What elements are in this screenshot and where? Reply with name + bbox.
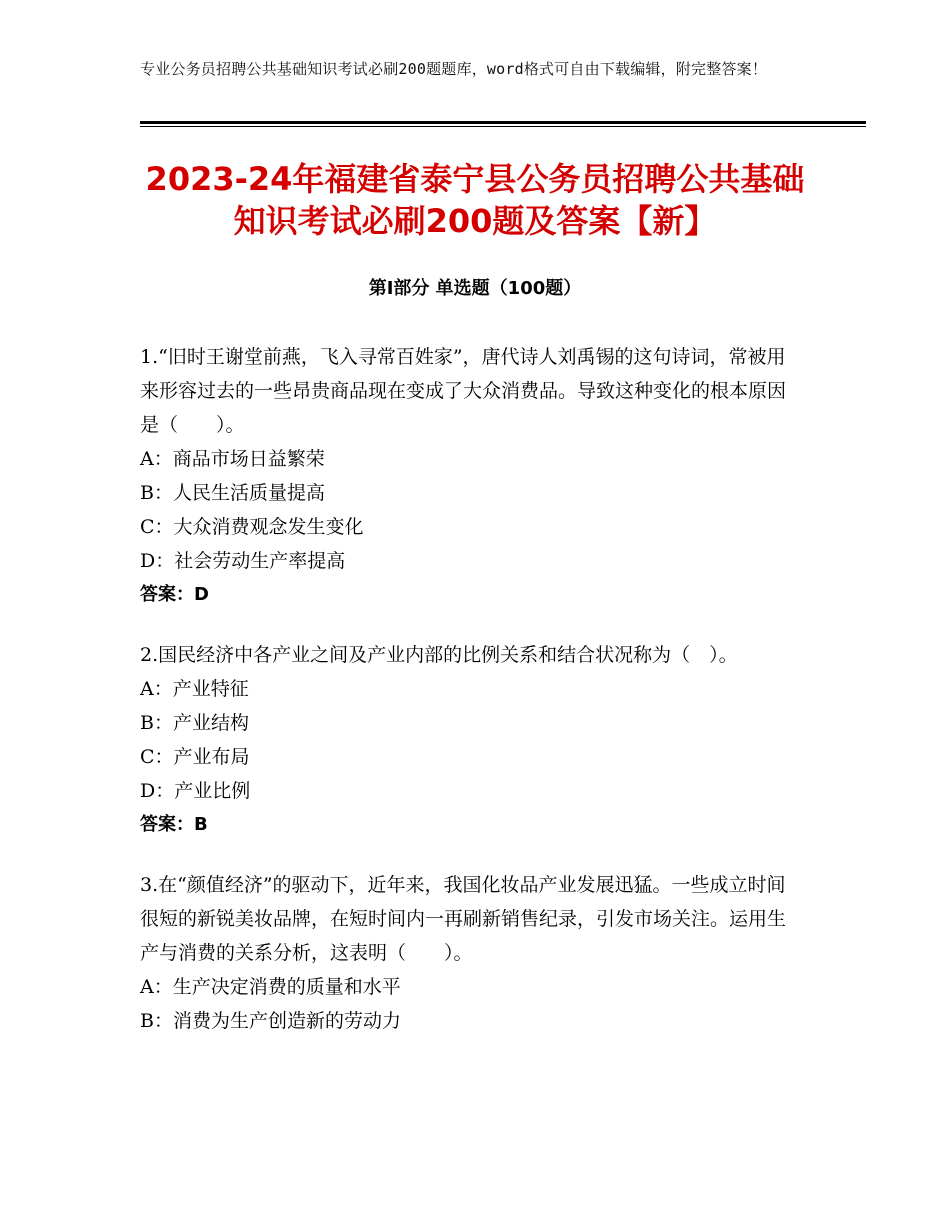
answer: 答案：D xyxy=(140,584,209,605)
document-title: 2023-24年福建省泰宁县公务员招聘公共基础知识考试必刷200题及答案【新】 xyxy=(145,160,805,240)
question-1 xyxy=(140,340,800,612)
option-a: A：生产决定消费的质量和水平 xyxy=(140,976,401,998)
option-d: D：社会劳动生产率提高 xyxy=(140,550,346,572)
question-stem: 2.国民经济中各产业之间及产业内部的比例关系和结合状况称为（ ）。 xyxy=(140,644,738,666)
option-d: D：产业比例 xyxy=(140,780,251,802)
header-rule-thick xyxy=(140,121,866,124)
option-c: C：大众消费观念发生变化 xyxy=(140,516,364,538)
question-stem: 1.“旧时王谢堂前燕，飞入寻常百姓家”，唐代诗人刘禹锡的这句诗词，常被用来形容过去的一些昂贵商品现在变成了大众消费品。导致这种变化的根本原因是（ ）。 xyxy=(140,346,787,436)
option-b: B：产业结构 xyxy=(140,712,249,734)
option-c: C：产业布局 xyxy=(140,746,250,768)
option-b: B：消费为生产创造新的劳动力 xyxy=(140,1010,401,1032)
option-b: B：人民生活质量提高 xyxy=(140,482,325,504)
question-list xyxy=(140,340,800,1064)
question-3 xyxy=(140,868,800,1038)
option-a: A：产业特征 xyxy=(140,678,249,700)
option-a: A：商品市场日益繁荣 xyxy=(140,448,325,470)
question-2 xyxy=(140,638,800,842)
answer: 答案：B xyxy=(140,814,208,835)
question-stem: 3.在“颜值经济”的驱动下，近年来，我国化妆品产业发展迅猛。一些成立时间很短的新锐美妆品牌，在短时间内一再刷新销售纪录，引发市场关注。运用生产与消费的关系分析，这表明（ ）。 xyxy=(140,874,787,964)
header-note: 专业公务员招聘公共基础知识考试必刷200题题库，word格式可自由下载编辑，附完整答案！ xyxy=(140,60,768,78)
header-rule-thin xyxy=(140,126,866,127)
section-title: 第Ⅰ部分 单选题（100题） xyxy=(368,278,582,299)
